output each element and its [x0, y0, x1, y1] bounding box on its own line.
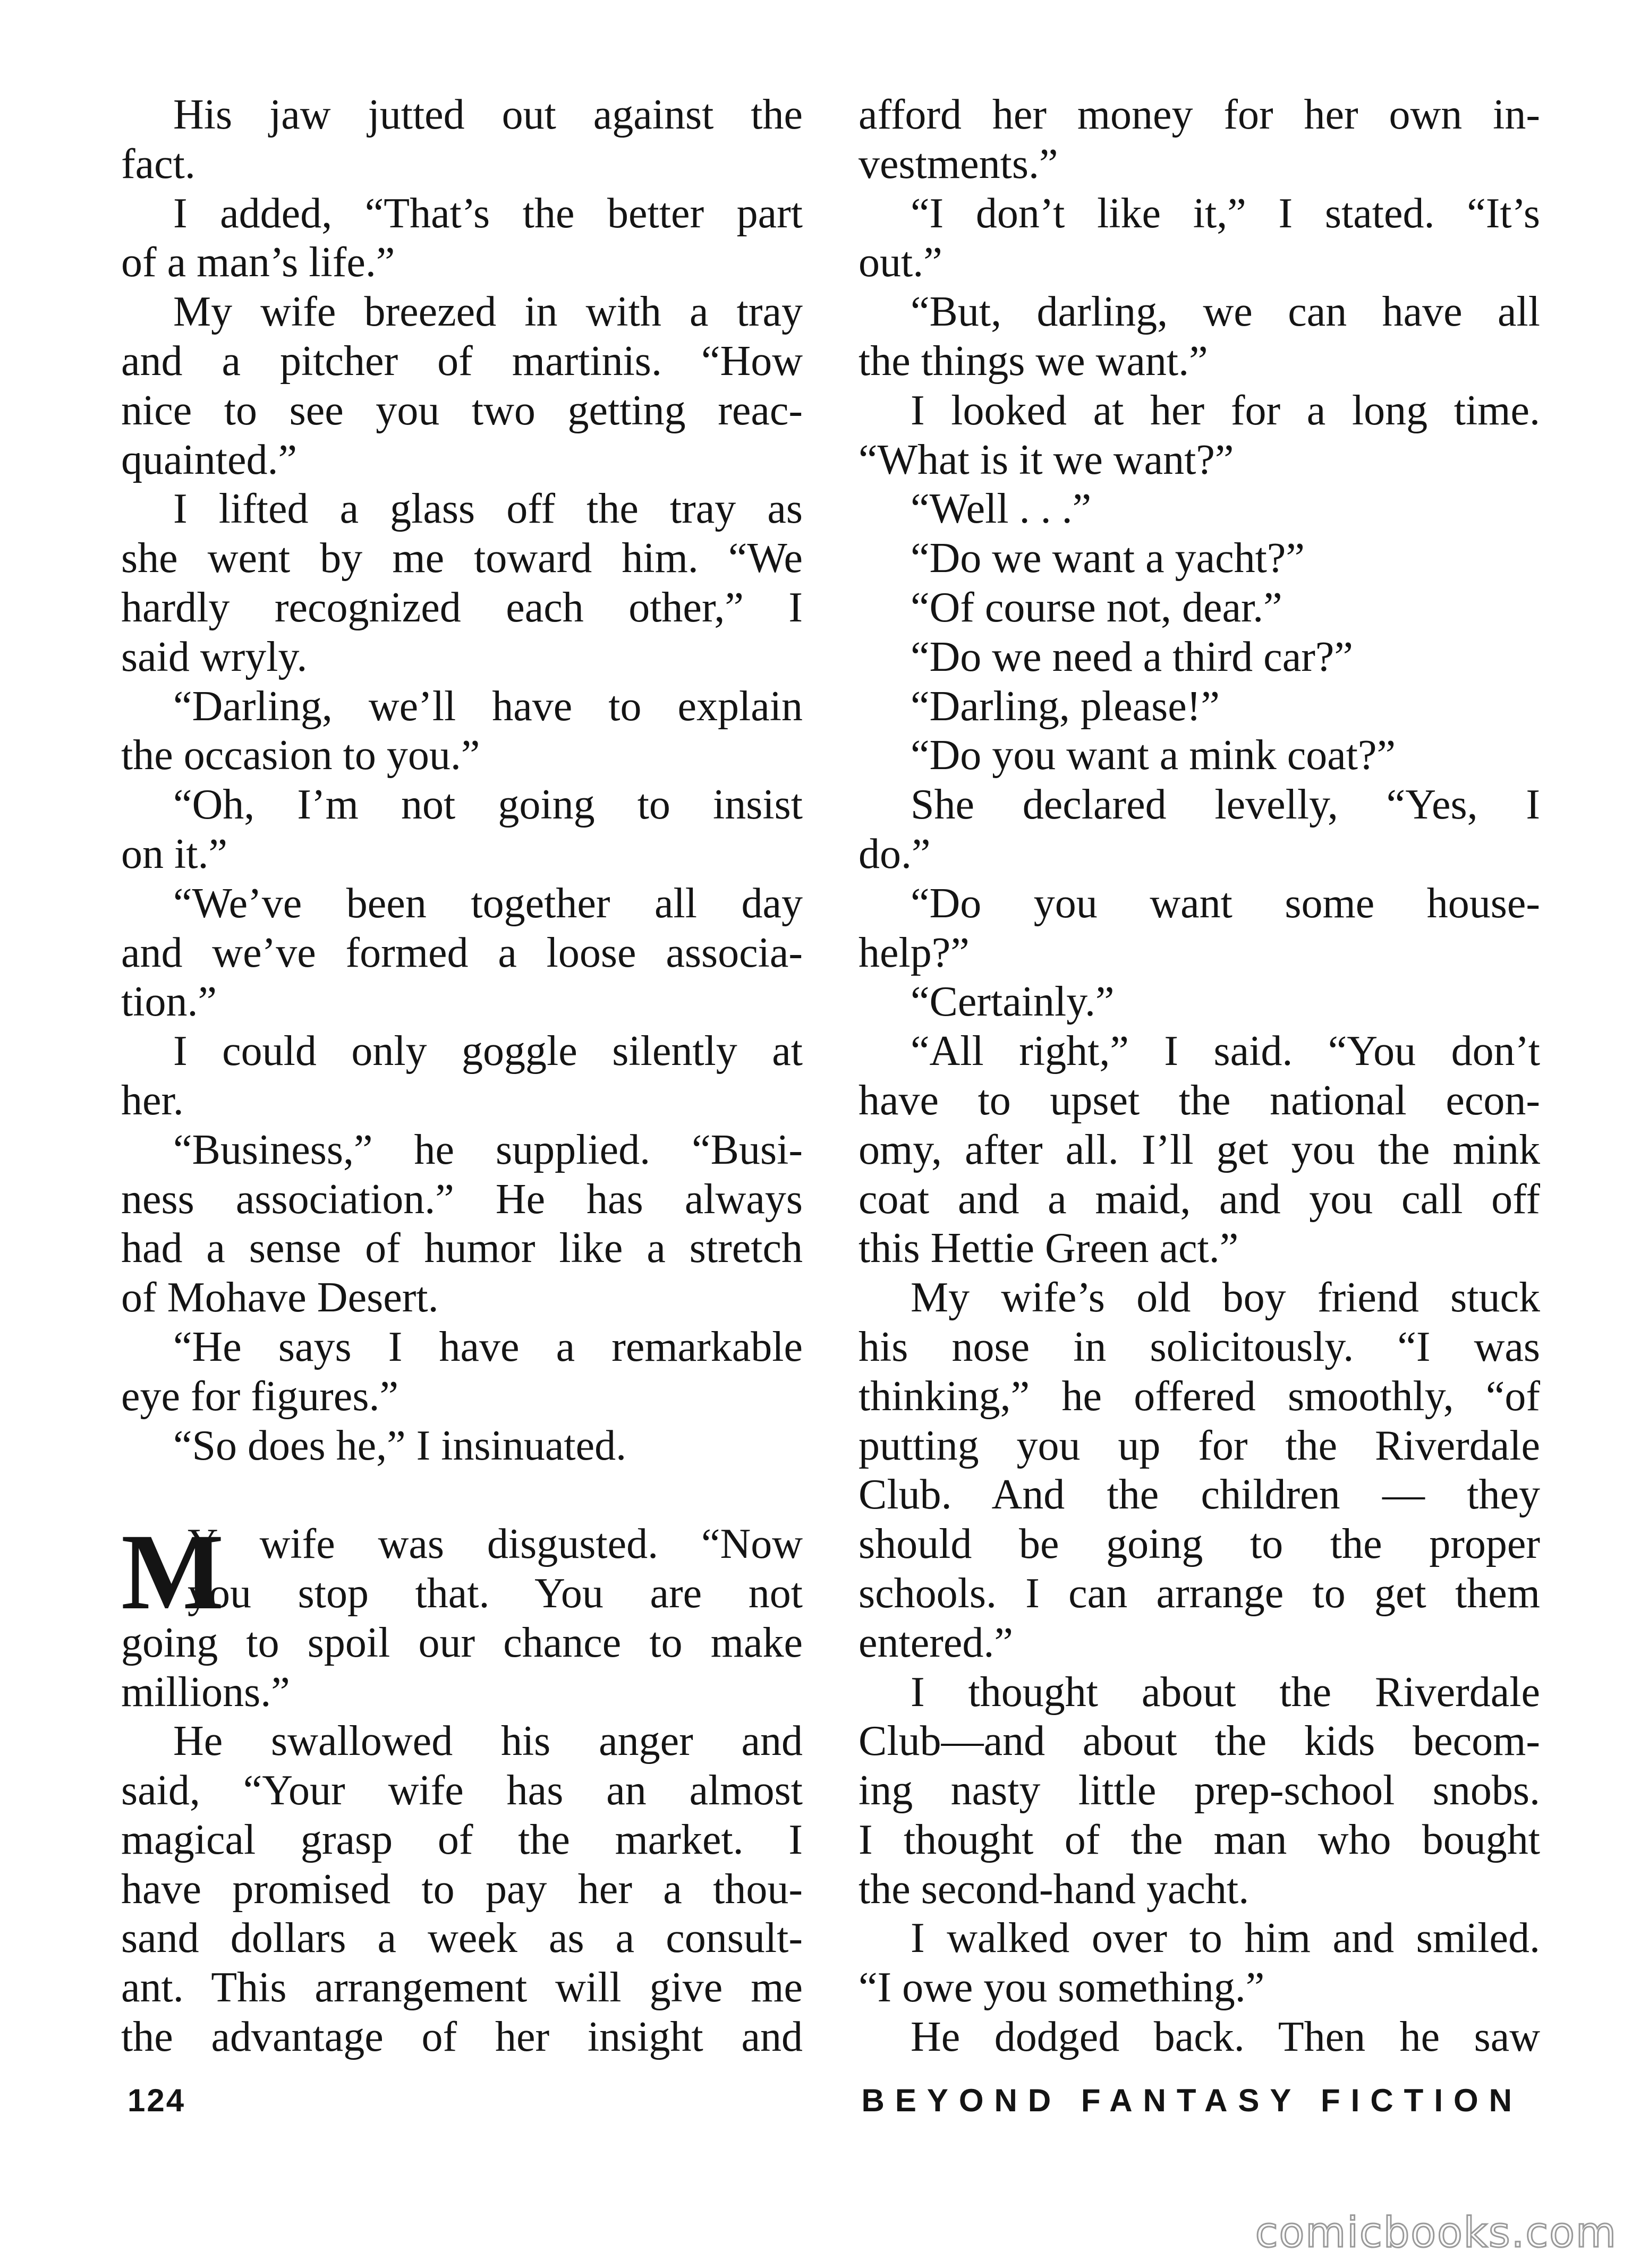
text-line: this Hettie Green act.”	[858, 1225, 1239, 1272]
text-line: magical grasp of the market. I	[121, 1816, 803, 1863]
text-line: “Oh, I’m not going to insist	[173, 781, 803, 829]
text-line: I thought about the Riverdale	[911, 1668, 1540, 1716]
text-line: the advantage of her insight and	[121, 2014, 803, 2061]
text-line: schools. I can arrange to get them	[858, 1570, 1540, 1617]
text-line: going to spoil our chance to make	[121, 1619, 803, 1666]
text-line: “Darling, we’ll have to explain	[173, 683, 803, 730]
text-line: “Do we want a yacht?”	[911, 535, 1305, 582]
text-line: My wife breezed in with a tray	[173, 288, 803, 336]
text-line: sand dollars a week as a consult-	[121, 1915, 803, 1962]
text-line: his nose in solicitously. “I was	[858, 1323, 1540, 1370]
text-line: putting you up for the Riverdale	[858, 1422, 1540, 1469]
text-line: “But, darling, we can have all	[911, 288, 1540, 336]
right-text-column	[858, 90, 1540, 2062]
text-line: and we’ve formed a loose associa-	[121, 929, 803, 976]
text-line: afford her money for her own in-	[858, 91, 1540, 138]
running-head: BEYOND FANTASY FICTION	[861, 2083, 1523, 2118]
text-line: “Darling, please!”	[911, 683, 1220, 730]
text-line: My wife’s old boy friend stuck	[911, 1274, 1540, 1321]
text-line: I looked at her for a long time.	[911, 387, 1540, 434]
text-line: have promised to pay her a thou-	[121, 1865, 803, 1913]
text-line: of Mohave Desert.	[121, 1274, 439, 1321]
text-line: “Of course not, dear.”	[911, 584, 1282, 631]
text-line: Club. And the children — they	[858, 1471, 1540, 1519]
text-line: of a man’s life.”	[121, 239, 395, 286]
text-line: the things we want.”	[858, 337, 1208, 385]
text-line: ing nasty little prep-school snobs.	[858, 1767, 1540, 1814]
text-line: on it.”	[121, 830, 227, 877]
text-line: I added, “That’s the better part	[173, 190, 803, 237]
text-line: “Do you want a mink coat?”	[911, 732, 1396, 779]
text-line: ant. This arrangement will give me	[121, 1964, 803, 2011]
text-line: had a sense of humor like a stretch	[121, 1225, 803, 1272]
text-line: “So does he,” I insinuated.	[173, 1422, 627, 1469]
text-line: “I don’t like it,” I stated. “It’s	[911, 190, 1540, 237]
watermark-text: comicbooks.com	[1255, 2209, 1617, 2257]
text-line: the occasion to you.”	[121, 732, 480, 779]
text-line: Club—and about the kids becom-	[858, 1718, 1540, 1765]
text-line: the second-hand yacht.	[858, 1865, 1250, 1913]
text-line: I could only goggle silently at	[173, 1028, 803, 1075]
text-line: do.”	[858, 830, 931, 877]
text-line: out.”	[858, 239, 942, 286]
text-line: She declared levelly, “Yes, I	[911, 781, 1540, 829]
text-line: “Do we need a third car?”	[911, 633, 1353, 680]
text-line: entered.”	[858, 1619, 1013, 1666]
text-line: you stop that. You are not	[188, 1570, 803, 1617]
text-line: tion.”	[121, 978, 217, 1026]
text-line: said wryly.	[121, 633, 308, 680]
text-line: His jaw jutted out against the	[173, 91, 803, 138]
text-line: “Business,” he supplied. “Busi-	[173, 1126, 803, 1173]
text-line: coat and a maid, and you call off	[858, 1175, 1540, 1223]
text-line: eye for figures.”	[121, 1372, 398, 1420]
text-line: “He says I have a remarkable	[173, 1323, 803, 1370]
text-line: ness association.” He has always	[121, 1175, 803, 1223]
text-line: “All right,” I said. “You don’t	[911, 1028, 1540, 1075]
text-line: He dodged back. Then he saw	[911, 2014, 1540, 2061]
text-line: fact.	[121, 140, 196, 187]
text-line: He swallowed his anger and	[173, 1718, 803, 1765]
text-line: I lifted a glass off the tray as	[173, 485, 803, 533]
text-line: thinking,” he offered smoothly, “of	[858, 1372, 1540, 1420]
text-line: omy, after all. I’ll get you the mink	[858, 1126, 1540, 1173]
drop-cap: M	[121, 1512, 224, 1633]
text-line: millions.”	[121, 1668, 290, 1716]
text-line: nice to see you two getting reac-	[121, 387, 803, 434]
text-line: “What is it we want?”	[858, 436, 1234, 483]
text-line: have to upset the national econ-	[858, 1077, 1540, 1124]
text-line: “We’ve been together all day	[173, 880, 803, 927]
text-line: hardly recognized each other,” I	[121, 584, 803, 631]
text-line: she went by me toward him. “We	[121, 535, 803, 582]
text-line: I thought of the man who bought	[858, 1816, 1540, 1863]
text-line: should be going to the proper	[858, 1521, 1540, 1568]
text-line: and a pitcher of martinis. “How	[121, 337, 803, 385]
page-number: 124	[128, 2083, 186, 2118]
left-text-column	[121, 90, 803, 2062]
text-line: her.	[121, 1077, 184, 1124]
text-line: “Certainly.”	[911, 978, 1115, 1026]
text-line: I walked over to him and smiled.	[911, 1915, 1540, 1962]
text-line: help?”	[858, 929, 970, 976]
text-line: said, “Your wife has an almost	[121, 1767, 803, 1814]
text-line: Y wife was disgusted. “Now	[188, 1521, 803, 1568]
text-line: “I owe you something.”	[858, 1964, 1265, 2011]
text-line: vestments.”	[858, 140, 1058, 187]
text-line: “Well . . .”	[911, 485, 1092, 533]
text-line: quainted.”	[121, 436, 297, 483]
text-line: “Do you want some house-	[911, 880, 1540, 927]
